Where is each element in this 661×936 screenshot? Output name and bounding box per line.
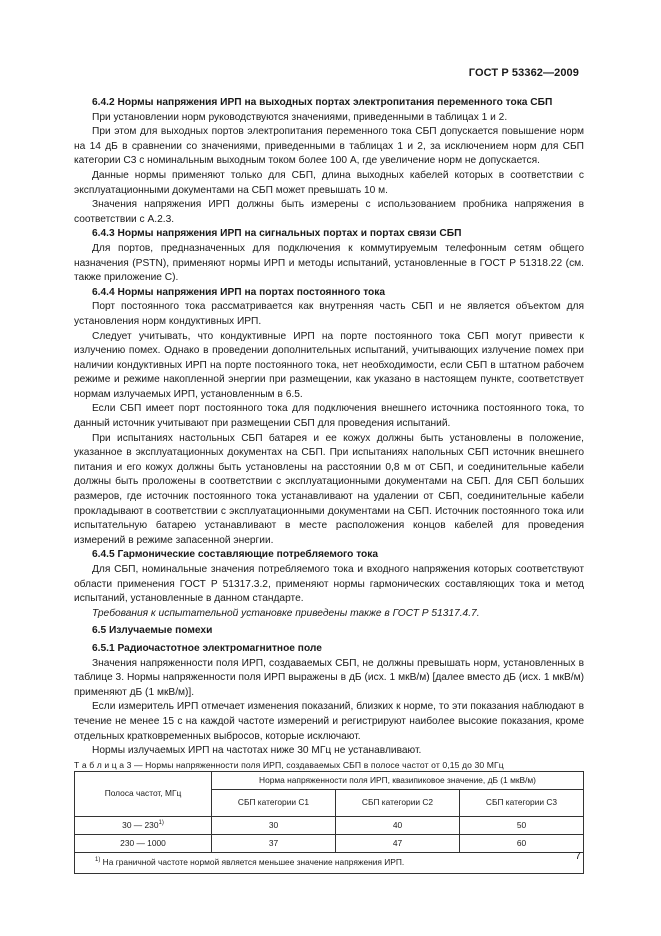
- band-text: 30 — 230: [122, 819, 159, 830]
- value-cell: 37: [212, 834, 336, 852]
- footnote-text: На граничной частоте нормой является меньшее значение напряжения ИРП.: [102, 857, 405, 868]
- body-paragraph: Для портов, предназначенных для подключения к коммутируемым телефонным сетям общего назначения (PSTN), применяют нормы ИРП и методы испытаний, установленные в ГОСТ Р 51318.22 (см. также приложение С).: [74, 242, 584, 284]
- body-paragraph: Нормы излучаемых ИРП на частотах ниже 30 МГц не устанавливают.: [92, 745, 422, 757]
- value-cell: 47: [336, 834, 460, 852]
- body-paragraph: Если измеритель ИРП отмечает изменения показаний, близких к норме, то эти показания наблюдают в течение не менее 15 с на каждой частоте измерений и регистрируют наиболее высокие показания, кроме отдельных кратковременных выбросов, которые исключают.: [74, 701, 584, 742]
- table-row: [75, 834, 584, 852]
- document-id-header: ГОСТ Р 53362—2009: [468, 67, 579, 79]
- body-paragraph: При установлении норм руководствуются значениями, приведенными в таблицах 1 и 2.: [92, 111, 508, 123]
- col-header-frequency: Полоса частот, МГц: [75, 771, 212, 816]
- band-cell: [75, 816, 212, 834]
- table-caption: Т а б л и ц а 3 — Нормы напряженности поля ИРП, создаваемых СБП в полосе частот от 0,15 до 30 МГц: [74, 759, 504, 770]
- body-paragraph: При этом для выходных портов электропитания переменного тока СБП допускается повышение норм на 14 дБ в сравнении со значениями, приведенными в таблицах 1 и 2, за исключением норм для СБП категории С3 с номинальным выходным током более 100 А, где увеличение норм не допускается.: [74, 126, 584, 167]
- col-header-category: СБП категории С3: [460, 789, 584, 816]
- document-body: [74, 96, 584, 874]
- body-paragraph: Данные нормы применяют только для СБП, длина выходных кабелей которых в соответствии с эксплуатационными документами на СБП может превышать 10 м.: [74, 169, 584, 196]
- page-number: 7: [575, 850, 581, 862]
- section-heading: 6.4.4 Нормы напряжения ИРП на портах постоянного тока: [92, 286, 386, 298]
- col-header-category: СБП категории С2: [336, 789, 460, 816]
- col-header-category: СБП категории С1: [212, 789, 336, 816]
- body-paragraph: Порт постоянного тока рассматривается как внутренняя часть СБП и не является объектом для установления норм кондуктивных ИРП.: [74, 301, 584, 327]
- col-header-norm-group: Норма напряженности поля ИРП, квазипиковое значение, дБ (1 мкВ/м): [212, 771, 584, 789]
- section-heading-major: 6.5 Излучаемые помехи: [92, 625, 213, 637]
- value-cell: 60: [460, 834, 584, 852]
- section-heading: 6.4.3 Нормы напряжения ИРП на сигнальных портах и портах связи СБП: [92, 228, 462, 240]
- note-paragraph: Требования к испытательной установке приведены также в ГОСТ Р 51317.4.7.: [92, 607, 480, 619]
- body-paragraph: Для СБП, номинальные значения потребляемого тока и входного напряжения которых соответствуют области применения ГОСТ Р 51317.3.2, применяют нормы гармонических составляющих тока и метод испытаний, установленные в данном стандарте.: [74, 564, 584, 605]
- section-heading: 6.4.2 Нормы напряжения ИРП на выходных портах электропитания переменного тока СБП: [92, 97, 553, 108]
- body-paragraph: Следует учитывать, что кондуктивные ИРП на порте постоянного тока СБП могут привести к излучению помех. Однако в проведении дополнительных испытаний, учитывающих излучение помех при наличии кондуктивных ИРП на порте постоянного тока, нет необходимости, если СБП в штатном рабочем режиме и режиме накопленной энергии при размещении, как указано в настоящем пункте, соответствует нормам излучаемых ИРП, установленным в 6.5.: [74, 330, 584, 400]
- footnote-marker: 1): [95, 857, 101, 864]
- table-row: [75, 816, 584, 834]
- body-paragraph: Если СБП имеет порт постоянного тока для подключения внешнего источника постоянного тока, то данный источник учитывают при размещении СБП для проведения испытаний.: [74, 403, 584, 430]
- section-heading: 6.5.1 Радиочастотное электромагнитное поле: [92, 642, 322, 654]
- footnote-marker: 1): [158, 819, 164, 826]
- band-cell: [75, 834, 212, 852]
- band-text: 230 — 1000: [120, 837, 166, 848]
- body-paragraph: Значения напряженности поля ИРП, создаваемых СБП, не должны превышать норм, установленных в таблице 3. Нормы напряженности поля ИРП выражены в дБ (исх. 1 мкВ/м) [далее вместо дБ (исх. 1 мкВ/м) применяют дБ (1 мкВ/м)].: [74, 657, 584, 698]
- value-cell: 50: [460, 816, 584, 834]
- table-footnote: [75, 852, 584, 873]
- value-cell: 30: [212, 816, 336, 834]
- norms-table: [74, 771, 584, 874]
- body-paragraph: Значения напряжения ИРП должны быть измерены с использованием пробника напряжения в соответствии с А.2.3.: [74, 199, 584, 225]
- value-cell: 40: [336, 816, 460, 834]
- body-paragraph: При испытаниях настольных СБП батарея и ее кожух должны быть установлены в положение, указанное в эксплуатационных документах на СБП. При испытаниях напольных СБП источник внешнего питания и его кожух должны быть установлены на расстоянии 0,8 м от СБП, и соединительные кабели должны быть проложены в соответствии с эксплуатационными документами на СБП. Для СБП больших размеров, где источник постоянного тока устанавливают на удалении от СБП, соединительные кабели прокладывают в соответствии с эксплуатационными документами на СБП. Источник постоянного тока или испытательную батарею устанавливают в месте расположения концов кабелей для проведения измерений в режиме запасенной энергии.: [74, 432, 584, 546]
- section-heading: 6.4.5 Гармонические составляющие потребляемого тока: [92, 549, 379, 561]
